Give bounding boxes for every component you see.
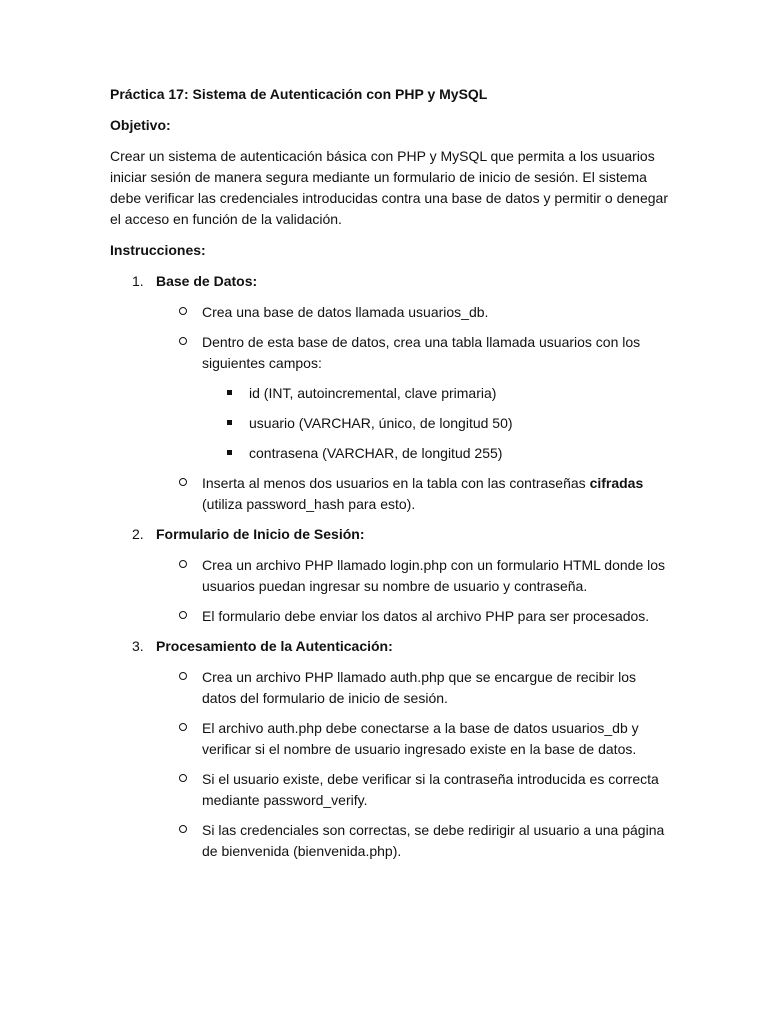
- list-item-text: Crea una base de datos llamada usuarios_db.: [202, 304, 489, 320]
- list-item-text: Si el usuario existe, debe verificar si la contraseña introducida es correcta mediante password_verify.: [202, 771, 659, 808]
- section-number: 3.: [132, 638, 144, 654]
- list-item: [110, 820, 670, 862]
- emphasis-text: cifradas: [589, 475, 644, 491]
- list-item: [110, 769, 670, 811]
- section-number: 2.: [132, 526, 144, 542]
- hollow-bullet-icon: [179, 825, 187, 833]
- square-bullet-icon: [227, 420, 232, 425]
- square-bullet-icon: [227, 390, 232, 395]
- section-number: 1.: [132, 273, 144, 289]
- hollow-bullet-icon: [179, 611, 187, 619]
- instructions-heading: Instrucciones:: [110, 242, 206, 258]
- list-item-text-rest: (utiliza password_hash para esto).: [202, 496, 416, 512]
- section-label: Base de Datos:: [156, 273, 258, 289]
- hollow-bullet-icon: [179, 672, 187, 680]
- list-item: [110, 718, 670, 760]
- section-label: Procesamiento de la Autenticación:: [156, 638, 393, 654]
- list-item-text: El formulario debe enviar los datos al archivo PHP para ser procesados.: [202, 608, 650, 624]
- list-item-text: Crea un archivo PHP llamado login.php con un formulario HTML donde los usuarios puedan ingresar su nombre de usuario y contraseña.: [202, 557, 666, 594]
- list-item: [110, 555, 670, 597]
- field-item: [110, 413, 670, 434]
- section-label: Formulario de Inicio de Sesión:: [156, 526, 365, 542]
- list-item-text: Inserta al menos dos usuarios en la tabla con las contraseñas: [202, 475, 586, 491]
- hollow-bullet-icon: [179, 307, 187, 315]
- list-item-text: Crea un archivo PHP llamado auth.php que se encargue de recibir los datos del formulario de inicio de sesión.: [202, 669, 636, 706]
- objective-heading: Objetivo:: [110, 117, 171, 133]
- section-1: [110, 271, 670, 292]
- hollow-bullet-icon: [179, 723, 187, 731]
- field-item-text: id (INT, autoincremental, clave primaria): [249, 385, 497, 401]
- square-bullet-icon: [227, 450, 232, 455]
- list-item: [110, 473, 670, 515]
- hollow-bullet-icon: [179, 337, 187, 345]
- list-item-text: El archivo auth.php debe conectarse a la base de datos usuarios_db y verificar si el nombre de usuario ingresado existe en la base de datos.: [202, 720, 639, 757]
- field-item: [110, 443, 670, 464]
- section-3: [110, 636, 670, 657]
- list-item: [110, 332, 670, 374]
- list-item: [110, 667, 670, 709]
- field-item: [110, 383, 670, 404]
- section-2: [110, 524, 670, 545]
- hollow-bullet-icon: [179, 774, 187, 782]
- list-item-text: Si las credenciales son correctas, se debe redirigir al usuario a una página de bienvenida (bienvenida.php).: [202, 822, 665, 859]
- hollow-bullet-icon: [179, 560, 187, 568]
- hollow-bullet-icon: [179, 478, 187, 486]
- document-title: Práctica 17: Sistema de Autenticación con PHP y MySQL: [110, 86, 488, 102]
- field-item-text: contrasena (VARCHAR, de longitud 255): [249, 445, 503, 461]
- list-item: [110, 606, 670, 627]
- document-content: [110, 84, 670, 871]
- list-item: [110, 302, 670, 323]
- field-item-text: usuario (VARCHAR, único, de longitud 50): [249, 415, 513, 431]
- objective-paragraph: Crear un sistema de autenticación básica con PHP y MySQL que permita a los usuarios iniciar sesión de manera segura mediante un formulario de inicio de sesión. El sistema debe verificar las credenciales introducidas contra una base de datos y permitir o denegar el acceso en función de la validación.: [110, 148, 668, 227]
- list-item-text: Dentro de esta base de datos, crea una tabla llamada usuarios con los siguientes campos:: [202, 334, 641, 371]
